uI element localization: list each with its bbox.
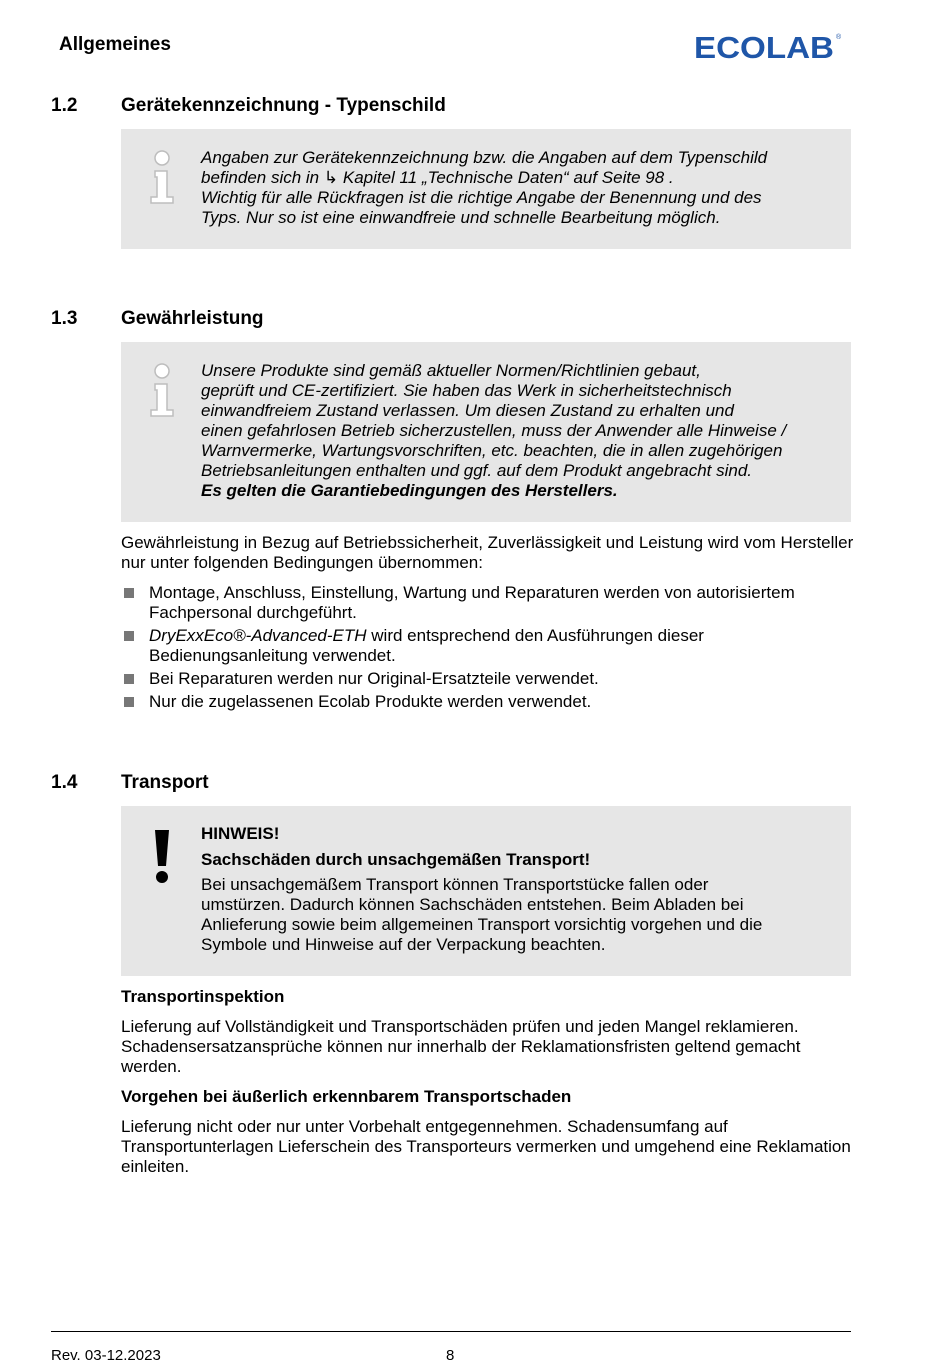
info-line: befinden sich in ↳ Kapitel 11 „Technische Daten“ auf Seite 98 . xyxy=(201,168,674,187)
info-icon xyxy=(147,149,177,205)
damage-paragraph: Lieferung nicht oder nur unter Vorbehalt entgegennehmen. Schadensumfang auf Transportunterlagen Lieferschein des Transporteurs vermerken und umgehend eine Reklamation einleiten. xyxy=(121,1117,851,1176)
info-line: Betriebsanleitungen enthalten und ggf. auf dem Produkt angebracht sind. xyxy=(201,461,752,480)
conditions-list xyxy=(121,583,856,715)
warranty-intro: Gewährleistung in Bezug auf Betriebssicherheit, Zuverlässigkeit und Leistung wird vom Hersteller nur unter folgenden Bedingungen übernommen: xyxy=(121,533,854,572)
svg-text:®: ® xyxy=(836,34,842,41)
footer-revision: Rev. 03-12.2023 xyxy=(51,1347,161,1364)
subheading: Transportinspektion xyxy=(121,987,285,1006)
section-title: Gewährleistung xyxy=(121,308,264,329)
info-line: Typs. Nur so ist eine einwandfreie und schnelle Bearbeitung möglich. xyxy=(201,208,721,227)
page-number: 8 xyxy=(446,1347,455,1364)
section-number: 1.2 xyxy=(51,95,78,116)
exclamation-icon xyxy=(151,828,173,886)
notice-headline: Sachschäden durch unsachgemäßen Transport! xyxy=(201,850,591,869)
info-line: Wichtig für alle Rückfragen ist die richtige Angabe der Benennung und des xyxy=(201,188,762,207)
notice-box xyxy=(121,806,851,976)
notice-line: Bei unsachgemäßem Transport können Transportstücke fallen oder xyxy=(201,875,709,894)
info-line: einen gefahrlosen Betrieb sicherzustellen, muss der Anwender alle Hinweise / xyxy=(201,421,787,440)
bullet-square-icon xyxy=(124,631,134,641)
notice-label: HINWEIS! xyxy=(201,824,280,843)
logo-text: ECOLAB xyxy=(694,30,834,62)
notice-line: umstürzen. Dadurch können Sachschäden entstehen. Beim Abladen bei xyxy=(201,895,744,914)
section-title: Transport xyxy=(121,772,209,793)
warranty-note: Es gelten die Garantiebedingungen des Herstellers. xyxy=(201,481,618,500)
list-item: Nur die zugelassenen Ecolab Produkte werden verwendet. xyxy=(121,692,856,712)
section-title: Gerätekennzeichnung - Typenschild xyxy=(121,95,446,116)
info-icon xyxy=(147,362,177,418)
info-line: Angaben zur Gerätekennzeichnung bzw. die Angaben auf dem Typenschild xyxy=(201,148,768,167)
bullet-square-icon xyxy=(124,674,134,684)
list-item: DryExxEco®-Advanced-ETH wird entsprechend den Ausführungen dieser Bedienungsanleitung verwendet. xyxy=(121,626,856,666)
footer-divider xyxy=(51,1331,851,1332)
info-line: geprüft und CE-zertifiziert. Sie haben das Werk in sicherheitstechnisch xyxy=(201,381,732,400)
ecolab-logo xyxy=(694,30,842,62)
bullet-square-icon xyxy=(124,588,134,598)
list-item: Bei Reparaturen werden nur Original-Ersatzteile verwendet. xyxy=(121,669,856,689)
info-box xyxy=(121,342,851,522)
page-header-title: Allgemeines xyxy=(59,34,171,55)
notice-line: Anlieferung sowie beim allgemeinen Transport vorsichtig vorgehen und die xyxy=(201,915,763,934)
cross-reference-arrow-icon: ↳ xyxy=(323,168,339,187)
subheading: Vorgehen bei äußerlich erkennbarem Transportschaden xyxy=(121,1087,572,1106)
inspection-paragraph: Lieferung auf Vollständigkeit und Transportschäden prüfen und jeden Mangel reklamieren. Schadensersatzansprüche können nur innerhalb der Reklamationsfristen geltend gemacht werden. xyxy=(121,1017,801,1076)
info-line: einwandfreiem Zustand verlassen. Um diesen Zustand zu erhalten und xyxy=(201,401,734,420)
info-line: Warnvermerke, Wartungsvorschriften, etc. beachten, die in allen zugehörigen xyxy=(201,441,783,460)
section-number: 1.4 xyxy=(51,772,78,793)
bullet-square-icon xyxy=(124,697,134,707)
cross-reference-link[interactable]: Kapitel 11 „Technische Daten“ auf Seite 98 . xyxy=(342,168,674,187)
info-box xyxy=(121,129,851,249)
info-line: Unsere Produkte sind gemäß aktueller Normen/Richtlinien gebaut, xyxy=(201,361,701,380)
notice-line: Symbole und Hinweise auf der Verpackung beachten. xyxy=(201,935,606,954)
product-name: DryExxEco®-Advanced-ETH xyxy=(149,626,367,645)
list-item: Montage, Anschluss, Einstellung, Wartung und Reparaturen werden von autorisiertem Fachpersonal durchgeführt. xyxy=(121,583,856,623)
section-number: 1.3 xyxy=(51,308,78,329)
